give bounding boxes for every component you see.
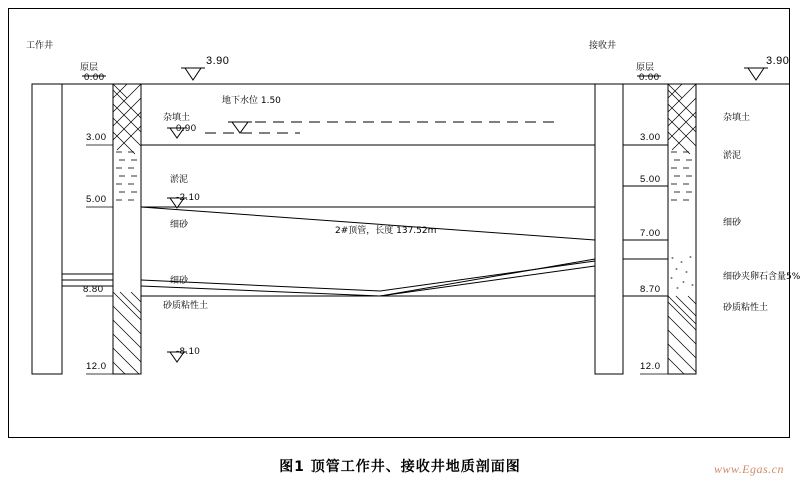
left-depth-2: 5.00 [86, 194, 107, 205]
right-stratum-name-2: 淤泥 [723, 151, 742, 161]
left-ground-elev: 0.00 [84, 72, 105, 83]
watermark: www.Egas.cn [714, 462, 784, 476]
right-depth-4: 8.70 [640, 284, 661, 295]
right-depth-5: 12.0 [640, 361, 661, 372]
figure-caption: 图1 顶管工作井、接收井地质剖面图 [279, 459, 521, 475]
right-ground-label: 原层 [636, 63, 655, 73]
groundwater-label: 地下水位 1.50 [222, 96, 281, 106]
right-stratum-name-5: 砂质粘性土 [723, 303, 769, 313]
left-depth-4: 12.0 [86, 361, 107, 372]
right-depth-3: 7.00 [640, 228, 661, 239]
right-ground-elev: 0.00 [639, 72, 660, 83]
left-depth-3: 8.80 [83, 284, 104, 295]
pipe-label: 2#顶管，长度 137.52m [335, 226, 437, 236]
right-depth-1: 3.00 [640, 132, 661, 143]
right-depth-2: 5.00 [640, 174, 661, 185]
left-stratum-elev-5: -8.10 [176, 346, 201, 357]
right-stratum-name-3: 细砂 [723, 218, 742, 228]
left-stratum-name-3: 细砂 [170, 220, 189, 230]
left-ground-label: 原层 [80, 63, 99, 73]
left-shaft-title: 工作井 [26, 41, 54, 51]
left-stratum-name-4: 细砂 [170, 276, 189, 286]
left-stratum-elev-1: 0.90 [176, 123, 197, 134]
right-top-elevation: 3.90 [766, 55, 790, 67]
right-stratum-name-4: 细砂夹卵石含量5% [723, 272, 800, 282]
right-shaft-title: 接收井 [589, 41, 617, 51]
right-stratum-name-1: 杂填土 [723, 113, 751, 123]
left-depth-1: 3.00 [86, 132, 107, 143]
left-stratum-name-5: 砂质粘性土 [163, 301, 209, 311]
left-stratum-elev-2: -2.10 [176, 192, 201, 203]
left-stratum-name-2: 淤泥 [170, 175, 189, 185]
left-stratum-name-1: 杂填土 [163, 113, 191, 123]
left-top-elevation: 3.90 [206, 55, 230, 67]
